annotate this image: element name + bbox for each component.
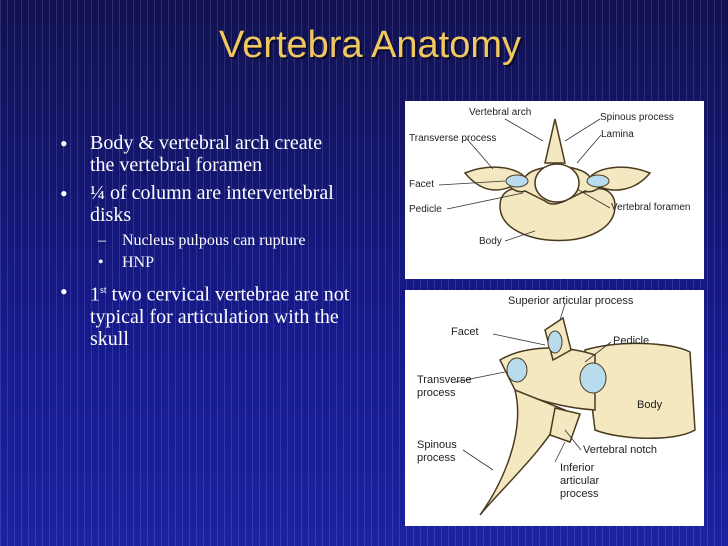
bullet-list [60, 132, 350, 352]
vertebra-top-illustration [405, 101, 704, 279]
label-inferior-articular-process-line2: articular [560, 475, 600, 487]
label-vertebral-foramen: Vertebral foramen [611, 202, 691, 213]
label-vertebral-arch: Vertebral arch [469, 107, 532, 118]
bullet-dot-icon: • [60, 181, 68, 206]
label-transverse-process-line2: process [417, 387, 456, 399]
sub-bullet-item [60, 232, 350, 250]
bullet-item [60, 182, 350, 226]
bullet-item [60, 132, 350, 176]
bullet-dot-icon: • [60, 131, 68, 156]
label-transverse-process-line1: Transverse [417, 374, 472, 386]
bullet-text: two cervical vertebrae are not typical for articulation with the skull [90, 283, 350, 350]
vertebra-side-view-diagram [405, 290, 704, 526]
sub-bullet-item [60, 254, 350, 272]
label-inferior-articular-process-line1: Inferior [560, 462, 595, 474]
label-inferior-articular-process-line3: process [560, 488, 599, 500]
label-spinous-process-line2: process [417, 452, 456, 464]
bullet-text: ¼ of column are intervertebral disks [90, 182, 334, 226]
label-transverse-process: Transverse process [409, 133, 497, 144]
label-facet: Facet [409, 179, 435, 190]
sub-bullet-text: HNP [122, 254, 155, 271]
label-body: Body [479, 236, 502, 247]
label-lamina: Lamina [601, 129, 634, 140]
label-facet: Facet [451, 326, 479, 338]
bullet-item [60, 280, 350, 350]
slide-title: Vertebra Anatomy [218, 24, 522, 66]
vertebra-top-view-diagram [405, 101, 704, 279]
label-superior-articular-process: Superior articular process [508, 295, 634, 307]
bullet-superscript: st [100, 285, 107, 296]
bullet-prefix: 1 [90, 283, 100, 306]
bullet-small-icon: • [98, 254, 104, 271]
bullet-dot-icon: • [60, 279, 68, 304]
label-spinous-process: Spinous process [600, 112, 674, 123]
label-spinous-process-line1: Spinous [417, 439, 457, 451]
bullet-text: Body & vertebral arch create the vertebral foramen [90, 132, 323, 176]
label-pedicle: Pedicle [613, 335, 650, 347]
dash-icon: – [98, 232, 106, 249]
label-vertebral-notch: Vertebral notch [583, 444, 657, 456]
label-pedicle: Pedicle [409, 204, 442, 215]
sub-bullet-text: Nucleus pulpous can rupture [122, 232, 306, 249]
label-body: Body [637, 399, 663, 411]
